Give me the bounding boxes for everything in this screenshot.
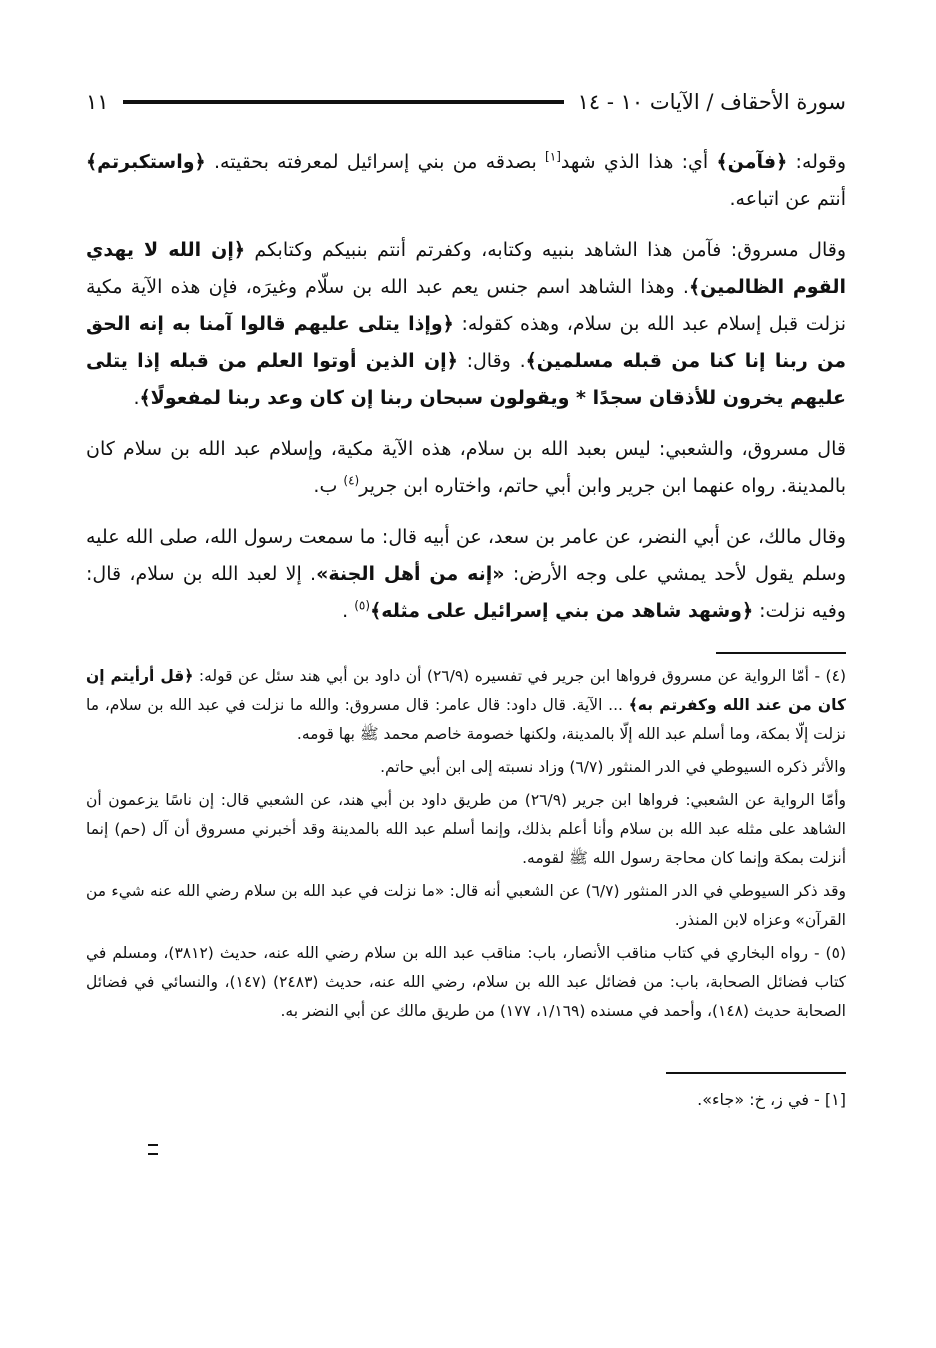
footnote-4-note-c: وأمّا الرواية عن الشعبي: فرواها ابن جرير (٢٦/٩) من طريق داود بن أبي هند، عن الشعبي قال: إن ناسًا يزعمون أن الشاهد على مثله عبد الله بن سلام وأنا أعلم بذلك، وإنما أسلم عبد الله بالمدينة وقد أخبرني مسروق أن آل (حم) إنما أنزلت بمكة وإنما كان محاجة رسول الله ﷺ لقومه. [86, 791, 846, 867]
text-run: بصدقه من بني إسرائيل لمعرفته بحقيته. [205, 151, 546, 173]
header-rule [123, 100, 564, 104]
footnote-ref[interactable]: (٥) [354, 598, 371, 613]
main-text [86, 144, 846, 630]
footnote-5: (٥) - رواه البخاري في كتاب مناقب الأنصار، باب: مناقب عبد الله بن سلام رضي الله عنه، حديث (٣٨١٢)، ومسلم في كتاب فضائل الصحابة، باب: من فضائل عبد الله بن سلام، رضي الله عنه، حديث (٢٤٨٣) (١٤٧)، والنسائي في فضائل الصحابة حديث (١٤٨)، وأحمد في مسنده (١/١٦٩، ١٧٧) من طريق مالك عن أبي النضر به. [86, 944, 846, 1020]
text-run: ب. [313, 475, 344, 497]
quran-quote: ﴿إن الذين أوتوا العلم من قبله إذا يتلى عليهم يخرون للأذقان سجدًا * ويقولون سبحان ربنا إن كان وعد ربنا لمفعولًا﴾ [86, 350, 846, 409]
text-run: . وقال: [457, 350, 526, 372]
paragraph-1 [86, 144, 846, 218]
text-run: قال مسروق، والشعبي: ليس بعبد الله بن سلام، هذه الآية مكية، وإسلام عبد الله بن سلام كان بالمدينة. رواه عنهما ابن جرير وابن أبي حاتم، واختاره ابن جرير [86, 438, 846, 497]
text-run: . وهذا الشاهد اسم جنس يعم عبد الله بن سلّام وغيرَه، فإن هذه الآية مكية نزلت قبل إسلام عبد الله بن سلام، وهذه كقوله: [86, 276, 846, 335]
footnote-separator [716, 652, 846, 654]
footnote-4-note-b: والأثر ذكره السيوطي في الدر المنثور (٦/٧) وزاد نسبته إلى ابن أبي حاتم. [380, 758, 846, 776]
quran-quote: ﴿إن الله لا يهدي القوم الظالمين﴾ [86, 239, 846, 298]
text-run: ... الآية. قال داود: قال عامر: قال مسروق: والله ما نزلت في عبد الله بن سلام، ما نزلت إلّا بمكة، وما أسلم عبد الله إلّا بالمدينة، ولكنها خصومة خاصم محمد ﷺ بها قومه. [86, 696, 846, 743]
paragraph-3 [86, 431, 846, 505]
quran-quote: ﴿وشهد شاهد من بني إسرائيل على مثله﴾ [370, 600, 754, 622]
paragraph-4 [86, 519, 846, 630]
printer-mark [148, 1144, 158, 1155]
page [86, 82, 846, 1109]
text-run: . [133, 387, 140, 409]
text-run: . إلا لعبد الله بن سلام، قال: وفيه نزلت: [86, 563, 846, 622]
text-run: . [342, 600, 355, 622]
text-run: وقوله: [787, 151, 846, 173]
footnote-4 [86, 662, 846, 749]
editorial-separator [666, 1072, 846, 1074]
page-number: ١١ [86, 90, 109, 114]
quran-quote: ﴿وإذا يتلى عليهم قالوا آمنا به إنه الحق من ربنا إنا كنا من قبله مسلمين﴾ [86, 313, 846, 372]
editorial-note: [١] - في ز، خ: «جاء». [697, 1090, 846, 1109]
footnotes [86, 662, 846, 1026]
text-run: وقال مالك، عن أبي النضر، عن عامر بن سعد، عن أبيه قال: ما سمعت رسول الله، صلى الله عليه وسلم يقول لأحد يمشي على وجه الأرض: [86, 526, 847, 585]
chapter-title: سورة الأحقاف / الآيات ١٠ - ١٤ [577, 90, 846, 114]
footnote-ref[interactable]: (٤) [343, 473, 360, 488]
quran-quote: ﴿واستكبرتم﴾ [86, 151, 206, 173]
running-head [86, 82, 846, 122]
hadith-quote: «إنه من أهل الجنة» [316, 563, 505, 585]
paragraph-2 [86, 232, 846, 417]
quran-quote: ﴿فآمن﴾ [716, 151, 788, 173]
quran-quote: ﴿قل أرأيتم إن كان من عند الله وكفرتم به﴾ [86, 667, 846, 714]
editorial-note-ref[interactable]: [١] [545, 149, 561, 164]
text-run: وقال مسروق: فآمن هذا الشاهد بنبيه وكتابه، وكفرتم أنتم بنبيكم وكتابكم [245, 239, 846, 261]
text-run: أي: هذا الذي شهد [560, 151, 717, 173]
text-run: (٤) - أمّا الرواية عن مسروق فرواها ابن جرير في تفسيره (٢٦/٩) أن داود بن أبي هند سئل عن قوله: [193, 667, 846, 685]
footnote-4-note-d: وقد ذكر السيوطي في الدر المنثور (٦/٧) عن الشعبي أنه قال: «ما نزلت في عبد الله بن سلام رضي الله عنه شيء من القرآن» وعزاه لابن المنذر. [86, 882, 846, 929]
text-run: أنتم عن اتباعه. [729, 188, 846, 210]
